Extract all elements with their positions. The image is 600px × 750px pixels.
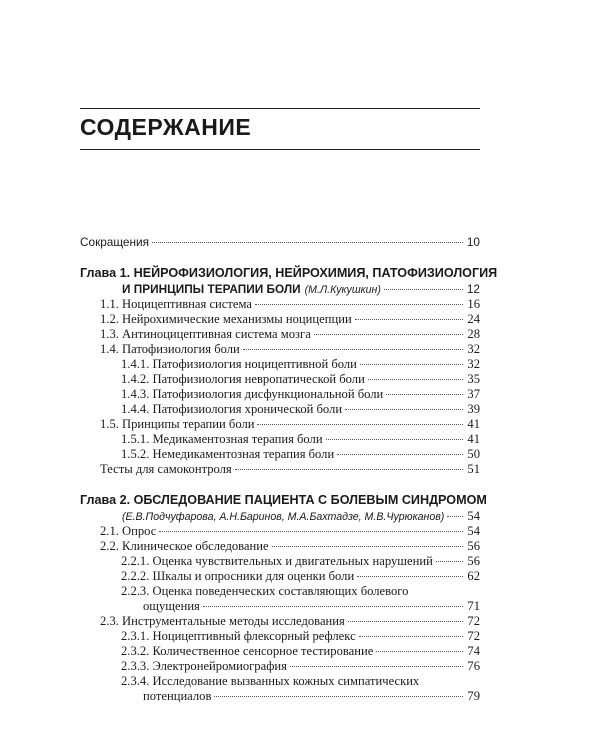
page-number: 74	[467, 644, 480, 658]
dot-leader	[290, 666, 463, 667]
chapter-1-heading[interactable]: Глава 1. НЕЙРОФИЗИОЛОГИЯ, НЕЙРОХИМИЯ, ПАТОФИЗИОЛОГИЯ	[80, 266, 498, 280]
dot-leader	[159, 531, 463, 532]
dot-leader	[384, 289, 463, 290]
toc-entry-abbreviations[interactable]: Сокращения 10	[80, 235, 480, 249]
page-number: 56	[467, 539, 480, 553]
dot-leader	[359, 636, 463, 637]
toc-entry-1-2[interactable]: 1.2. Нейрохимические механизмы ноцицепции 24	[100, 312, 480, 326]
toc-entry-1-4-3[interactable]: 1.4.3. Патофизиология дисфункциональной боли 37	[121, 387, 480, 401]
toc-entry-2-2-3[interactable]: ощущения 71	[143, 599, 480, 613]
page-number: 41	[467, 432, 480, 446]
page-number: 35	[467, 372, 480, 386]
dot-leader	[376, 651, 463, 652]
page-number: 41	[467, 417, 480, 431]
page-number: 56	[467, 554, 480, 568]
page-number: 72	[467, 614, 480, 628]
toc-entry-1-4-1[interactable]: 1.4.1. Патофизиология ноцицептивной боли 32	[121, 357, 480, 371]
toc-entry-2-3-3[interactable]: 2.3.3. Электронейромиография 76	[121, 659, 480, 673]
dot-leader	[345, 409, 463, 410]
page-title: СОДЕРЖАНИЕ	[80, 114, 252, 140]
dot-leader	[368, 379, 463, 380]
dot-leader	[235, 469, 463, 470]
toc-entry-1-1[interactable]: 1.1. Ноцицептивная система 16	[100, 297, 480, 311]
page-number: 76	[467, 659, 480, 673]
dot-leader	[314, 334, 463, 335]
page-number: 24	[467, 312, 480, 326]
page-number: 32	[467, 357, 480, 371]
page-number: 54	[467, 524, 480, 538]
dot-leader	[257, 424, 463, 425]
page-number: 72	[467, 629, 480, 643]
dot-leader	[243, 349, 463, 350]
toc-entry-2-3-2[interactable]: 2.3.2. Количественное сенсорное тестирование 74	[121, 644, 480, 658]
dot-leader	[386, 394, 463, 395]
dot-leader	[355, 319, 463, 320]
toc-entry-1-4-2[interactable]: 1.4.2. Патофизиология невропатической боли 35	[121, 372, 480, 386]
toc-entry-2-1[interactable]: 2.1. Опрос 54	[100, 524, 480, 538]
dot-leader	[337, 454, 463, 455]
chapter-2-heading[interactable]: Глава 2. ОБСЛЕДОВАНИЕ ПАЦИЕНТА С БОЛЕВЫМ СИНДРОМОМ	[80, 493, 487, 507]
page-number: 37	[467, 387, 480, 401]
toc-entry-1-4[interactable]: 1.4. Патофизиология боли 32	[100, 342, 480, 356]
toc-entry-2-3-4[interactable]: потенциалов 79	[143, 689, 480, 703]
page-number: 12	[466, 282, 480, 296]
page-number: 51	[467, 462, 480, 476]
toc-entry-1-5[interactable]: 1.5. Принципы терапии боли 41	[100, 417, 480, 431]
page-number: 16	[467, 297, 480, 311]
dot-leader	[326, 439, 463, 440]
dot-leader	[255, 304, 463, 305]
toc-entry-2-2-3-line1[interactable]: 2.2.3. Оценка поведенческих составляющих болевого	[121, 584, 409, 598]
dot-leader	[447, 516, 463, 517]
page-number: 54	[467, 509, 480, 523]
dot-leader	[436, 561, 463, 562]
toc-entry-chapter-1[interactable]: И ПРИНЦИПЫ ТЕРАПИИ БОЛИ (М.Л.Кукушкин) 12	[122, 282, 480, 296]
dot-leader	[357, 576, 463, 577]
dot-leader	[203, 606, 463, 607]
dot-leader	[360, 364, 463, 365]
page-number: 10	[466, 235, 480, 249]
toc-entry-2-2-2[interactable]: 2.2.2. Шкалы и опросники для оценки боли 62	[121, 569, 480, 583]
dot-leader	[272, 546, 463, 547]
toc-entry-1-5-1[interactable]: 1.5.1. Медикаментозная терапия боли 41	[121, 432, 480, 446]
page-number: 28	[467, 327, 480, 341]
page-number: 32	[467, 342, 480, 356]
page-number: 50	[467, 447, 480, 461]
page-number: 62	[467, 569, 480, 583]
toc-entry-1-4-4[interactable]: 1.4.4. Патофизиология хронической боли 39	[121, 402, 480, 416]
toc-entry-1-3[interactable]: 1.3. Антиноцицептивная система мозга 28	[100, 327, 480, 341]
toc-entry-2-3[interactable]: 2.3. Инструментальные методы исследования 72	[100, 614, 480, 628]
page-number: 79	[467, 689, 480, 703]
toc-entry-2-3-1[interactable]: 2.3.1. Ноцицептивный флексорный рефлекс 72	[121, 629, 480, 643]
toc-entry-2-2[interactable]: 2.2. Клиническое обследование 56	[100, 539, 480, 553]
dot-leader	[214, 696, 463, 697]
page-number: 71	[467, 599, 480, 613]
toc-entry-2-2-1[interactable]: 2.2.1. Оценка чувствительных и двигательных нарушений 56	[121, 554, 480, 568]
toc-entry-1-5-2[interactable]: 1.5.2. Немедикаментозная терапия боли 50	[121, 447, 480, 461]
toc-entry-self-test[interactable]: Тесты для самоконтроля 51	[100, 462, 480, 476]
toc-entry-2-3-4-line1[interactable]: 2.3.4. Исследование вызванных кожных симпатических	[121, 674, 420, 688]
dot-leader	[152, 242, 463, 243]
page-number: 39	[467, 402, 480, 416]
dot-leader	[348, 621, 463, 622]
toc-entry-chapter-2[interactable]: (Е.В.Подчуфарова, А.Н.Баринов, М.А.Бахтадзе, М.В.Чурюканов) 54	[122, 509, 480, 523]
